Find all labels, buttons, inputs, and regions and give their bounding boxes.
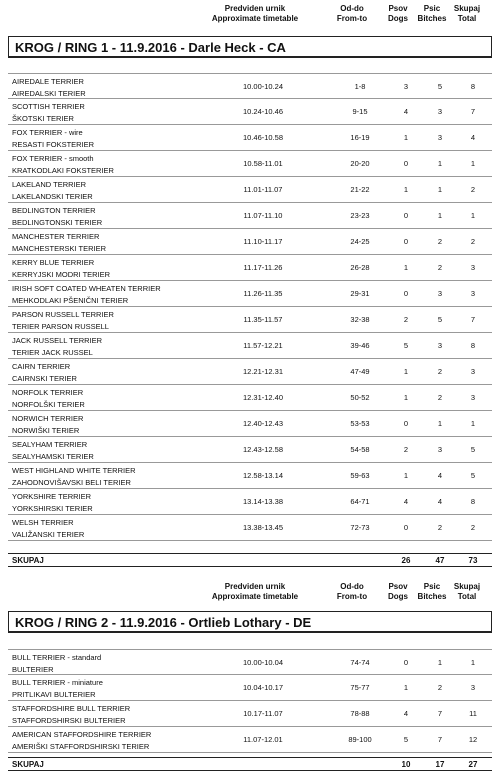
table-row [8,515,492,541]
cell-bitches: 1 [437,419,443,428]
cell-dogs: 5 [403,735,409,744]
cell-dogs: 0 [403,289,409,298]
cell-dogs: 1 [403,393,409,402]
breed-name: AMERICAN STAFFORDSHIRE TERRIER [12,730,152,739]
cell-dogs: 2 [403,445,409,454]
table-row [8,675,492,701]
table-row [8,177,492,203]
cell-total: 12 [468,735,478,744]
cell-bitches: 2 [437,393,443,402]
breed-name-sl: TERIER PARSON RUSSELL [12,322,109,331]
table-row [8,463,492,489]
cell-total: 1 [470,658,476,667]
breed-name-sl: YORKSHIRSKI TERIER [12,504,93,513]
breed-name-sl: ZAHODNOVIŠAVSKI BELI TERIER [12,478,131,487]
cell-bitches: 1 [437,211,443,220]
table-row [8,411,492,437]
cell-time: 12.21-12.31 [242,367,284,376]
cell-range: 1-8 [354,82,366,91]
breed-name-sl: RESASTI FOKSTERIER [12,140,95,149]
cell-dogs: 1 [403,471,409,480]
cell-range: 47-49 [350,367,370,376]
cell-time: 12.58-13.14 [242,471,284,480]
cell-time: 10.17-11.07 [243,709,283,718]
cell-bitches: 4 [437,471,443,480]
sum-bitches: 17 [435,760,445,769]
cell-time: 11.10-11.17 [243,237,283,246]
table-row [8,489,492,515]
cell-dogs: 2 [403,315,409,324]
sum-bitches: 47 [435,556,445,565]
header-timetable: Predviden urnik Approximate timetable [211,4,299,23]
cell-time: 13.14-13.38 [242,497,284,506]
breed-name: KERRY BLUE TERRIER [12,258,95,267]
cell-dogs: 4 [403,497,409,506]
cell-total: 8 [470,341,476,350]
cell-time: 13.38-13.45 [242,523,284,532]
breed-name-sl: BULTERIER [12,665,54,674]
cell-range: 24-25 [350,237,370,246]
table-row [8,99,492,125]
cell-total: 7 [470,107,476,116]
table-row [8,701,492,727]
table-row [8,203,492,229]
header-dogs: Psov Dogs [388,4,408,23]
cell-total: 8 [470,497,476,506]
cell-total: 3 [470,393,476,402]
breed-name: CAIRN TERRIER [12,362,71,371]
cell-bitches: 1 [437,159,443,168]
cell-bitches: 3 [437,289,443,298]
cell-dogs: 1 [403,683,409,692]
cell-bitches: 3 [437,341,443,350]
cell-bitches: 5 [437,315,443,324]
column-header [0,582,500,612]
header-total: Skupaj Total [453,582,481,601]
header-bitches: Psic Bitches [417,4,447,23]
cell-range: 39-46 [350,341,370,350]
breed-name: PARSON RUSSELL TERRIER [12,310,114,319]
cell-time: 11.01-11.07 [243,185,283,194]
header-timetable: Predviden urnik Approximate timetable [211,582,299,601]
breed-name: BULL TERRIER - miniature [12,678,103,687]
breed-name: SCOTTISH TERRIER [12,102,85,111]
breed-name: FOX TERRIER - wire [12,128,83,137]
cell-time: 11.07-11.10 [243,211,283,220]
cell-range: 50-52 [350,393,370,402]
cell-time: 10.46-10.58 [242,133,284,142]
cell-time: 10.00-10.04 [242,658,284,667]
cell-total: 5 [470,471,476,480]
breed-name: JACK RUSSELL TERRIER [12,336,103,345]
cell-dogs: 1 [403,263,409,272]
cell-time: 11.57-12.21 [243,341,283,350]
sum-dogs: 10 [401,760,411,769]
ring-table [8,649,492,753]
table-row [8,437,492,463]
breed-name-sl: AMERIŠKI STAFFORDSHIRSKI TERIER [12,742,150,751]
table-row [8,281,492,307]
breed-name: BEDLINGTON TERRIER [12,206,96,215]
sum-total: 27 [468,760,478,769]
cell-range: 9-15 [352,107,368,116]
cell-total: 2 [470,523,476,532]
ring-title: KROG / RING 1 - 11.9.2016 - Darle Heck - CA [8,36,492,58]
breed-name: NORFOLK TERRIER [12,388,84,397]
breed-name: FOX TERRIER - smooth [12,154,94,163]
cell-total: 11 [469,709,477,718]
cell-total: 5 [470,445,476,454]
cell-time: 11.17-11.26 [243,263,283,272]
cell-dogs: 4 [403,107,409,116]
total-row [8,553,492,567]
cell-total: 2 [470,237,476,246]
cell-bitches: 3 [437,107,443,116]
cell-time: 10.24-10.46 [242,107,284,116]
table-row [8,333,492,359]
cell-bitches: 2 [437,683,443,692]
cell-total: 8 [470,82,476,91]
breed-name-sl: VALIŽANSKI TERIER [12,530,85,539]
cell-dogs: 0 [403,523,409,532]
breed-name-sl: MANCHESTERSKI TERIER [12,244,107,253]
header-fromto: Od-do From-to [336,4,368,23]
breed-name: WELSH TERRIER [12,518,74,527]
total-row [8,757,492,771]
cell-dogs: 1 [403,367,409,376]
column-header [0,4,500,34]
header-total: Skupaj Total [453,4,481,23]
breed-name-sl: NORWIŠKI TERIER [12,426,80,435]
table-row [8,255,492,281]
ring-table [8,73,492,541]
header-dogs: Psov Dogs [388,582,408,601]
breed-name: SEALYHAM TERRIER [12,440,88,449]
breed-name-sl: ŠKOTSKI TERIER [12,114,74,123]
cell-dogs: 0 [403,237,409,246]
cell-time: 11.35-11.57 [243,315,283,324]
total-label: SKUPAJ [12,556,44,565]
cell-bitches: 2 [437,263,443,272]
cell-total: 4 [470,133,476,142]
cell-range: 16-19 [350,133,370,142]
cell-range: 21-22 [350,185,370,194]
cell-bitches: 7 [437,735,443,744]
breed-name-sl: KERRYJSKI MODRI TERIER [12,270,111,279]
cell-dogs: 4 [403,709,409,718]
cell-dogs: 0 [403,419,409,428]
cell-total: 2 [470,185,476,194]
cell-total: 3 [470,367,476,376]
breed-name: MANCHESTER TERRIER [12,232,100,241]
table-row [8,385,492,411]
table-row [8,727,492,753]
table-row [8,307,492,333]
cell-range: 89-100 [348,735,372,744]
cell-time: 12.40-12.43 [242,419,284,428]
cell-bitches: 3 [437,133,443,142]
header-bitches: Psic Bitches [417,582,447,601]
cell-bitches: 2 [437,237,443,246]
cell-range: 74-74 [350,658,370,667]
breed-name-sl: SEALYHAMSKI TERIER [12,452,94,461]
cell-dogs: 1 [403,185,409,194]
breed-name-sl: KRATKODLAKI FOKSTERIER [12,166,114,175]
breed-name-sl: TERIER JACK RUSSEL [12,348,93,357]
cell-dogs: 5 [403,341,409,350]
cell-bitches: 2 [437,367,443,376]
cell-time: 12.31-12.40 [242,393,284,402]
cell-bitches: 5 [437,82,443,91]
cell-dogs: 3 [403,82,409,91]
cell-range: 75-77 [350,683,370,692]
breed-name: IRISH SOFT COATED WHEATEN TERRIER [12,284,161,293]
cell-range: 72-73 [350,523,370,532]
breed-name-sl: STAFFORDSHIRSKI BULTERIER [12,716,126,725]
cell-range: 20-20 [350,159,370,168]
cell-range: 23-23 [350,211,370,220]
cell-range: 29-31 [350,289,370,298]
breed-name: STAFFORDSHIRE BULL TERRIER [12,704,131,713]
sum-dogs: 26 [401,556,411,565]
cell-range: 64-71 [350,497,370,506]
cell-total: 1 [470,419,476,428]
cell-range: 54-58 [350,445,370,454]
cell-range: 53-53 [350,419,370,428]
cell-range: 59-63 [350,471,370,480]
breed-name-sl: LAKELANDSKI TERIER [12,192,93,201]
cell-time: 12.43-12.58 [242,445,284,454]
breed-name: LAKELAND TERRIER [12,180,87,189]
cell-time: 11.07-12.01 [243,735,283,744]
sum-total: 73 [468,556,478,565]
table-row [8,125,492,151]
table-row [8,229,492,255]
cell-dogs: 0 [403,211,409,220]
cell-bitches: 4 [437,497,443,506]
breed-name-sl: NORFOLŠKI TERIER [12,400,85,409]
cell-total: 7 [470,315,476,324]
table-row [8,649,492,675]
cell-bitches: 1 [437,185,443,194]
cell-total: 1 [470,159,476,168]
table-row [8,73,492,99]
table-row [8,359,492,385]
header-fromto: Od-do From-to [336,582,368,601]
cell-dogs: 1 [403,133,409,142]
breed-name: BULL TERRIER - standard [12,653,102,662]
cell-time: 11.26-11.35 [243,289,283,298]
breed-name: WEST HIGHLAND WHITE TERRIER [12,466,136,475]
table-row [8,151,492,177]
cell-dogs: 0 [403,658,409,667]
total-label: SKUPAJ [12,760,44,769]
breed-name: AIREDALE TERRIER [12,77,84,86]
cell-total: 3 [470,289,476,298]
cell-bitches: 3 [437,445,443,454]
cell-range: 78-88 [350,709,370,718]
breed-name-sl: AIREDALSKI TERIER [12,89,86,98]
cell-total: 1 [470,211,476,220]
cell-dogs: 0 [403,159,409,168]
breed-name-sl: MEHKODLAKI PŠENIČNI TERIER [12,296,129,305]
breed-name-sl: BEDLINGTONSKI TERIER [12,218,103,227]
cell-time: 10.58-11.01 [243,159,283,168]
cell-bitches: 1 [437,658,443,667]
cell-total: 3 [470,263,476,272]
breed-name-sl: CAIRNSKI TERIER [12,374,77,383]
cell-bitches: 7 [437,709,443,718]
cell-time: 10.04-10.17 [242,683,284,692]
breed-name: YORKSHIRE TERRIER [12,492,92,501]
breed-name-sl: PRITLIKAVI BULTERIER [12,690,96,699]
cell-bitches: 2 [437,523,443,532]
ring-title: KROG / RING 2 - 11.9.2016 - Ortlieb Lothary - DE [8,611,492,633]
cell-time: 10.00-10.24 [242,82,284,91]
cell-range: 32-38 [350,315,370,324]
cell-range: 26-28 [350,263,370,272]
cell-total: 3 [470,683,476,692]
breed-name: NORWICH TERRIER [12,414,84,423]
